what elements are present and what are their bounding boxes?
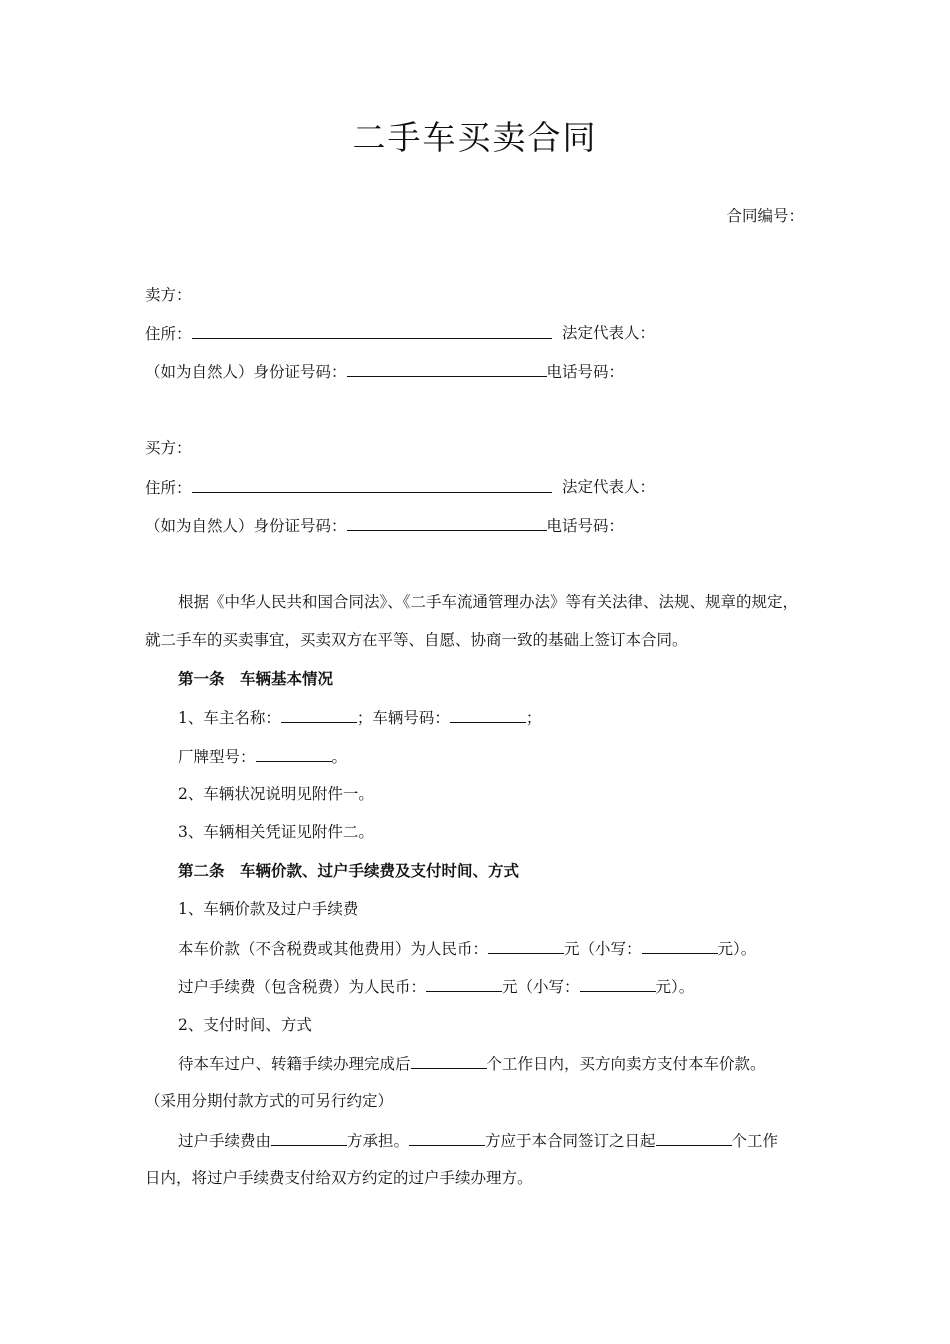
fee-days-text: 个工作: [731, 1132, 779, 1150]
fee-end: 元）。: [655, 978, 695, 996]
buyer-address-label: 住所：: [145, 479, 192, 497]
fee-payer-text: 方应于本合同签订之日起: [485, 1132, 656, 1150]
article-2-sub-1: 1、车辆价款及过户手续费: [178, 900, 359, 918]
plate-number-label: ；车辆号码：: [356, 709, 450, 727]
buyer-address-blank[interactable]: [192, 477, 552, 493]
fee-small-label: 元（小写：: [502, 978, 580, 996]
fee-bearer-row: [178, 1130, 778, 1151]
preamble-line-2: 就二手车的买卖事宜，买卖双方在平等、自愿、协商一致的基础上签订本合同。: [145, 631, 688, 649]
payment-days-blank[interactable]: [411, 1053, 487, 1069]
payment-text: 个工作日内，买方向卖方支付本车价款。: [486, 1055, 766, 1073]
article-2-sub-2: 2、支付时间、方式: [178, 1016, 312, 1034]
article-1-item-3: 3、车辆相关凭证见附件二。: [178, 823, 374, 841]
seller-id-label: （如为自然人）身份证号码：: [145, 363, 347, 381]
fee-bearer-label: 过户手续费由: [178, 1132, 272, 1150]
price-small-label: 元（小写：: [564, 940, 642, 958]
article-1-item-2: 2、车辆状况说明见附件一。: [178, 785, 374, 803]
payment-note: （采用分期付款方式的可另行约定）: [145, 1092, 394, 1110]
payment-row: [178, 1053, 766, 1074]
buyer-id-blank[interactable]: [347, 515, 547, 531]
article-1-item-1: [178, 707, 541, 728]
buyer-phone-label: 电话号码：: [546, 517, 625, 535]
fee-bearer-blank[interactable]: [271, 1130, 347, 1146]
seller-id-row: [145, 361, 624, 382]
price-blank[interactable]: [488, 938, 564, 954]
seller-address-blank[interactable]: [192, 323, 552, 339]
fee-blank[interactable]: [426, 976, 502, 992]
owner-name-blank[interactable]: [281, 707, 357, 723]
model-label: 厂牌型号：: [178, 748, 256, 766]
seller-address-row: [145, 323, 552, 344]
fee-days-blank[interactable]: [656, 1130, 732, 1146]
buyer-heading: 买方：: [145, 439, 192, 457]
model-blank[interactable]: [256, 746, 332, 762]
fee-bearer-line-2: 日内，将过户手续费支付给双方约定的过户手续办理方。: [145, 1169, 533, 1187]
price-row: [178, 938, 756, 959]
article-1-model: [178, 746, 347, 767]
seller-heading: 卖方：: [145, 286, 192, 304]
preamble-line-1: 根据《中华人民共和国合同法》、《二手车流通管理办法》等有关法律、法规、规章的规定，: [178, 593, 799, 611]
fee-small-blank[interactable]: [580, 976, 656, 992]
buyer-id-label: （如为自然人）身份证号码：: [145, 517, 347, 535]
article-2-heading: 第二条 车辆价款、过户手续费及支付时间、方式: [178, 861, 520, 880]
price-end: 元）。: [717, 940, 757, 958]
seller-legal-rep-label: 法定代表人：: [562, 324, 656, 342]
seller-id-blank[interactable]: [347, 361, 547, 377]
buyer-address-row: [145, 477, 552, 498]
fee-row: [178, 976, 694, 997]
model-end: 。: [331, 748, 348, 766]
price-label: 本车价款（不含税费或其他费用）为人民币：: [178, 940, 489, 958]
seller-address-label: 住所：: [145, 325, 192, 343]
item-1-end: ；: [525, 709, 542, 727]
owner-name-label: 1、车主名称：: [178, 709, 281, 727]
plate-number-blank[interactable]: [450, 707, 526, 723]
fee-payer-blank[interactable]: [409, 1130, 485, 1146]
price-small-blank[interactable]: [642, 938, 718, 954]
fee-bearer-text: 方承担。: [347, 1132, 410, 1150]
payment-label: 待本车过户、转籍手续办理完成后: [178, 1055, 411, 1073]
contract-number-label: 合同编号：: [726, 207, 804, 225]
document-title: 二手车买卖合同: [352, 118, 598, 157]
article-1-heading: 第一条 车辆基本情况: [178, 669, 334, 688]
fee-label: 过户手续费（包含税费）为人民币：: [178, 978, 427, 996]
buyer-id-row: [145, 515, 624, 536]
buyer-legal-rep-label: 法定代表人：: [562, 478, 656, 496]
seller-phone-label: 电话号码：: [546, 363, 625, 381]
